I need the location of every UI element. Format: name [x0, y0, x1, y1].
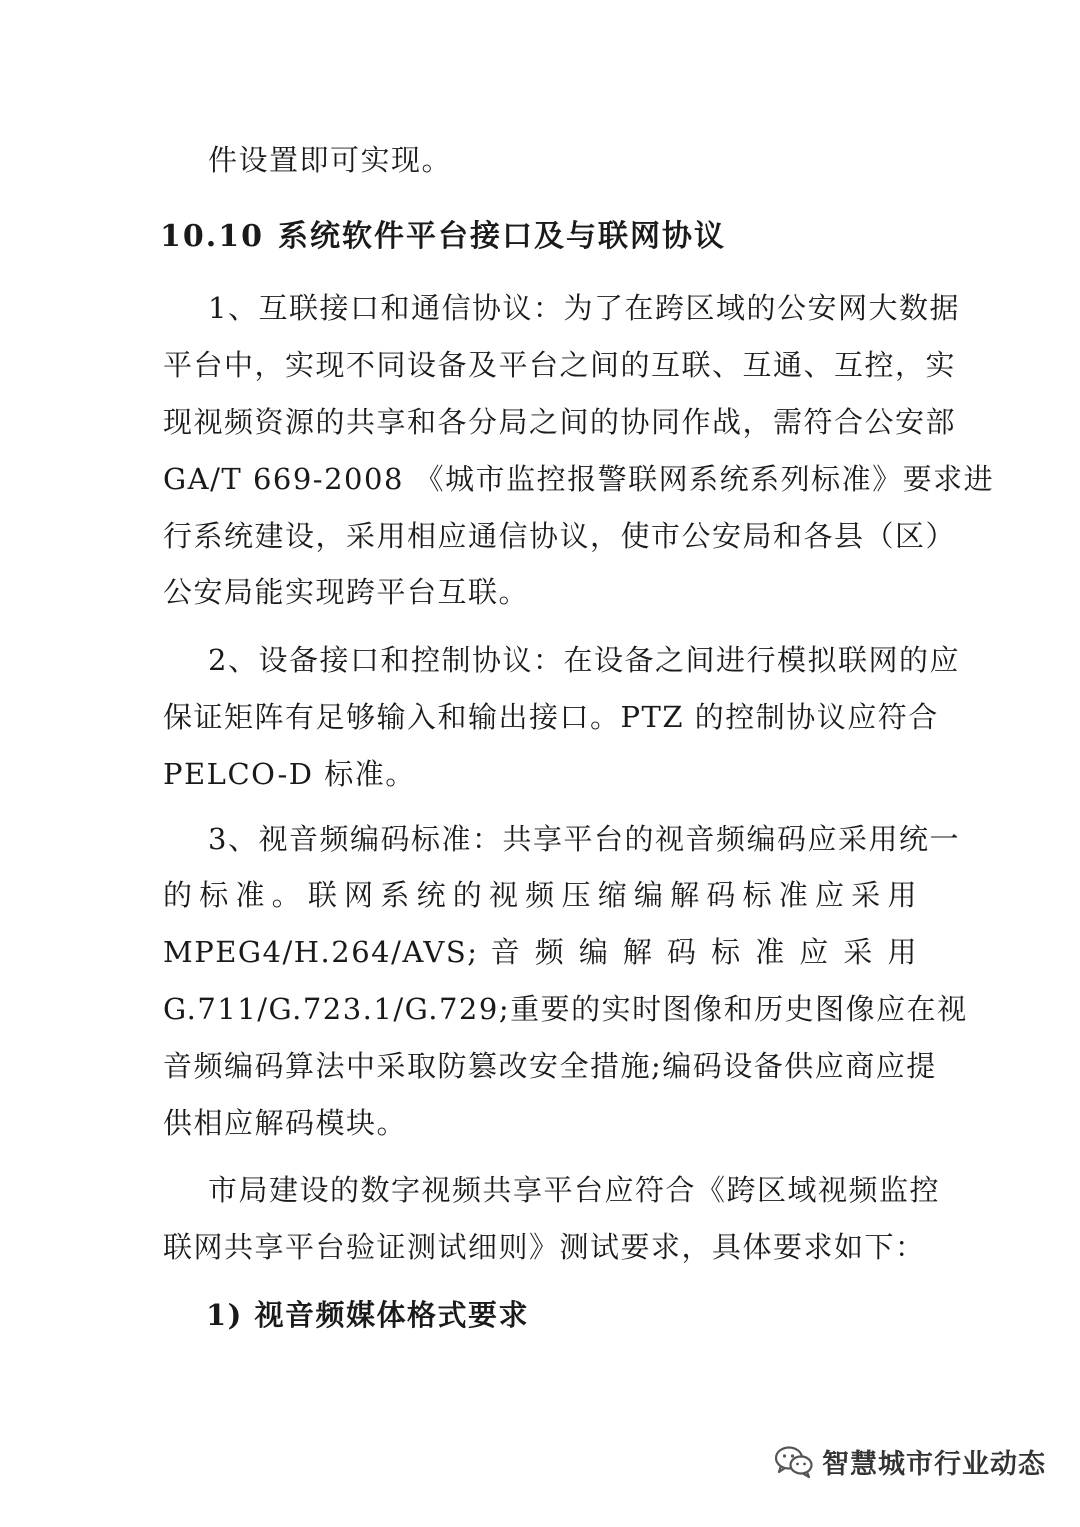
- paragraph-line: 市局建设的数字视频共享平台应符合《跨区域视频监控: [208, 1173, 941, 1207]
- paragraph-line: 联网共享平台验证测试细则》测试要求，具体要求如下：: [163, 1230, 926, 1264]
- paragraph-line: 公安局能实现跨平台互联。: [163, 575, 530, 609]
- paragraph-line: MPEG4/H.264/AVS; 音 频 编 解 码 标 准 应 采 用: [163, 935, 918, 969]
- watermark-text: 智慧城市行业动态: [822, 1449, 1046, 1480]
- carry-over-line: 件设置即可实现。: [208, 143, 453, 177]
- paragraph-line: 现视频资源的共享和各分局之间的协同作战，需符合公安部: [163, 405, 957, 439]
- paragraph-line: 音频编码算法中采取防篡改安全措施;编码设备供应商应提: [163, 1049, 937, 1083]
- watermark: [774, 1442, 1046, 1481]
- subheading: 1) 视音频媒体格式要求: [206, 1298, 529, 1332]
- section-title: 系统软件平台接口及与联网协议: [278, 219, 726, 254]
- section-heading: [160, 217, 915, 257]
- paragraph-line: PELCO-D 标准。: [163, 757, 416, 791]
- paragraph-line: GA/T 669-2008 《城市监控报警联网系统系列标准》要求进: [163, 462, 995, 496]
- paragraph-line: G.711/G.723.1/G.729;重要的实时图像和历史图像应在视: [163, 992, 968, 1026]
- section-number: 10.10: [160, 219, 264, 254]
- paragraph-line: 平台中，实现不同设备及平台之间的互联、互通、互控，实: [163, 348, 957, 382]
- paragraph-line: 的标准。联网系统的视频压缩编解码标准应采用: [163, 878, 918, 912]
- paragraph-line: 行系统建设，采用相应通信协议，使市公安局和各县（区）: [163, 519, 957, 553]
- paragraph-line: 1、互联接口和通信协议：为了在跨区域的公安网大数据: [208, 291, 960, 325]
- wechat-icon: [774, 1445, 814, 1479]
- paragraph-line: 保证矩阵有足够输入和输出接口。PTZ 的控制协议应符合: [163, 700, 939, 734]
- paragraph-line: 供相应解码模块。: [163, 1106, 408, 1140]
- paragraph-line: 3、视音频编码标准：共享平台的视音频编码应采用统一: [208, 822, 960, 856]
- paragraph-line: 2、设备接口和控制协议：在设备之间进行模拟联网的应: [208, 643, 960, 677]
